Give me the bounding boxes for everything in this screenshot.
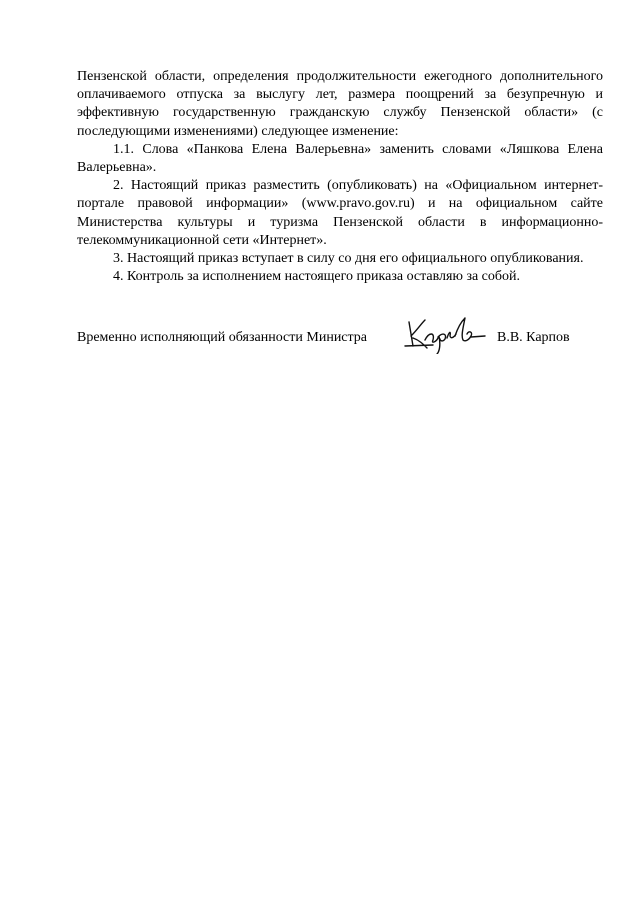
- document-body: [77, 68, 603, 286]
- handwritten-signature: [403, 310, 487, 354]
- signatory-name: В.В. Карпов: [497, 330, 570, 345]
- paragraph-3: 3. Настоящий приказ вступает в силу со дня его официального опубликования.: [113, 251, 584, 267]
- paragraph-2: 2. Настоящий приказ разместить (опубликовать) на «Официальном интернет-портале правовой информации» (www.pravo.gov.ru) и на официальном сайте Министерства культуры и туризма Пензенской области в информационно-телекоммуникационной сети «Интернет».: [77, 178, 603, 248]
- signature-block: [77, 318, 603, 358]
- paragraph-intro: Пензенской области, определения продолжительности ежегодного дополнительного оплачиваемого отпуска за выслугу лет, размера поощрений за безупречную и эффективную государственную гражданскую службу Пензенской области» (с последующими изменениями) следующее изменение:: [77, 69, 603, 139]
- paragraph-1-1: 1.1. Слова «Панкова Елена Валерьевна» заменить словами «Ляшкова Елена Валерьевна».: [77, 141, 603, 176]
- paragraph-4: 4. Контроль за исполнением настоящего приказа оставляю за собой.: [113, 269, 521, 285]
- signatory-title: Временно исполняющий обязанности Министра: [77, 330, 368, 345]
